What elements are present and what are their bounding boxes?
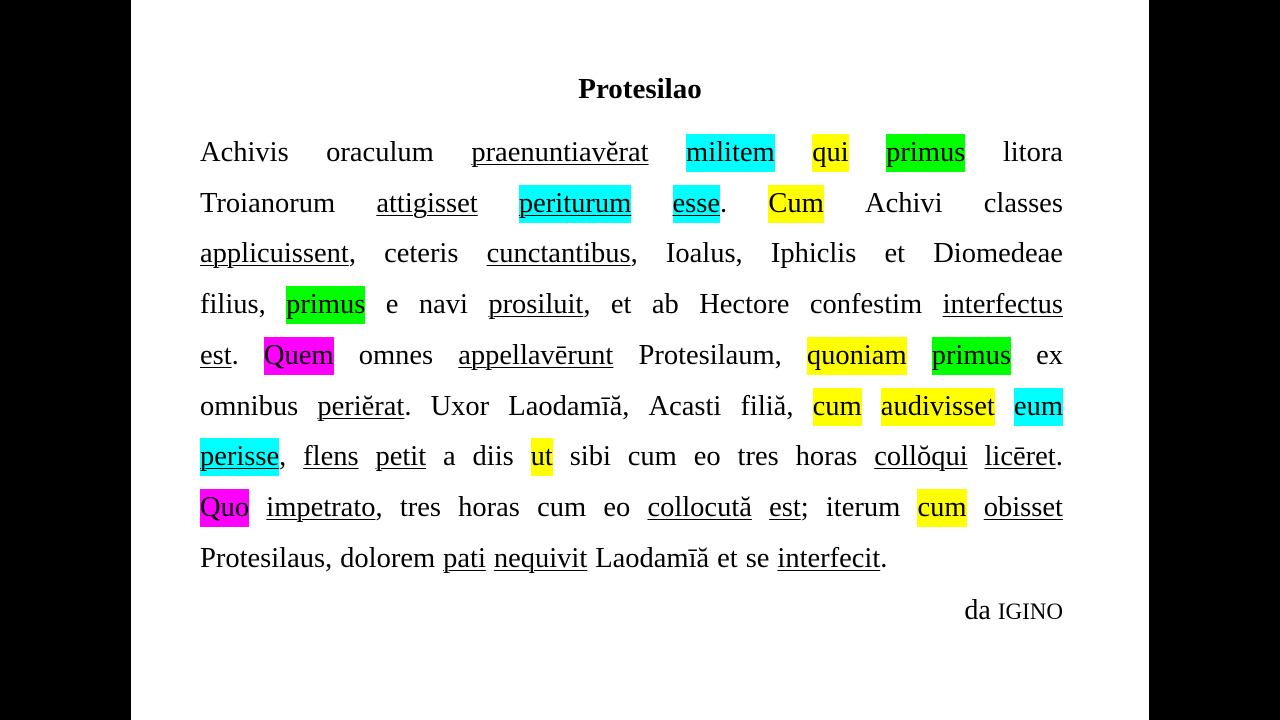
passage-line (200, 489, 1063, 531)
passage-word (943, 286, 1063, 324)
passage-word (769, 489, 809, 527)
passage-word (303, 438, 358, 476)
word: et (610, 289, 632, 321)
passage-word (628, 438, 677, 476)
passage-word (494, 540, 587, 578)
passage-word (531, 438, 553, 476)
passage-word (933, 235, 1063, 273)
passage-word (419, 286, 468, 324)
highlighted-word: primus (932, 337, 1011, 375)
passage-word (649, 388, 722, 426)
passage-word (666, 235, 743, 273)
passage-word (771, 235, 857, 273)
word: diis (472, 441, 514, 473)
passage-word (1014, 388, 1063, 426)
passage-word (458, 489, 520, 527)
word: classes (983, 187, 1063, 219)
word: ab (651, 289, 679, 321)
word: horas (458, 491, 520, 523)
underlined-word: est (200, 339, 232, 371)
passage-word (471, 134, 648, 172)
word: filiă, (740, 390, 794, 422)
word: filius, (200, 289, 266, 321)
underlined-word: licēret (984, 441, 1056, 473)
word: se (745, 542, 770, 574)
passage-word (200, 235, 356, 273)
word: ex (1036, 339, 1063, 371)
punctuation: ; (800, 491, 809, 523)
word: horas (795, 441, 858, 473)
passage-word (431, 388, 490, 426)
passage-line (200, 134, 1063, 176)
highlighted-word: eum (1014, 388, 1063, 426)
passage-word (932, 337, 1011, 375)
passage-word (777, 540, 887, 578)
passage-line (200, 235, 1063, 277)
word: litora (1002, 137, 1063, 168)
punctuation: . (719, 187, 728, 219)
passage-word (200, 286, 266, 324)
passage-word (595, 540, 709, 578)
underlined-word: interfecit (777, 542, 881, 574)
word: cum (537, 491, 587, 523)
attribution-prefix: da (964, 595, 991, 626)
punctuation: . (1055, 441, 1063, 473)
passage-word (487, 235, 638, 273)
passage-word (473, 438, 514, 476)
passage-word (611, 286, 632, 324)
passage-word (647, 489, 751, 527)
passage-word (200, 185, 335, 223)
word: Diomedeae (933, 238, 1063, 270)
passage-word (376, 185, 477, 223)
passage-word (384, 235, 458, 273)
passage-word (984, 489, 1063, 527)
word: Acasti (648, 390, 722, 422)
underlined-word: prosiluit (488, 289, 584, 321)
punctuation: . (880, 542, 888, 574)
passage-word (738, 438, 779, 476)
underlined-word: flens (303, 441, 359, 473)
word: tres (737, 441, 779, 473)
passage-word (570, 438, 611, 476)
passage-word (443, 438, 456, 476)
word: eo (693, 441, 721, 473)
passage-word (917, 489, 966, 527)
word: Hectore (699, 289, 790, 321)
passage-word (694, 438, 721, 476)
passage-word (603, 489, 630, 527)
highlighted-word: audivisset (881, 388, 995, 426)
passage-word (768, 185, 823, 223)
passage-word (200, 337, 239, 375)
passage-word (386, 286, 399, 324)
passage-word (812, 134, 848, 172)
word: tres (399, 491, 441, 523)
passage-word (200, 388, 298, 426)
passage-line (200, 337, 1063, 379)
passage-word (746, 540, 770, 578)
word: sibi (569, 441, 611, 473)
passage-word (813, 388, 862, 426)
passage-word (807, 337, 907, 375)
passage-word (326, 134, 434, 172)
highlighted-word: primus (886, 134, 965, 172)
word: iterum (825, 491, 901, 523)
underlined-word: praenuntiavĕrat (471, 137, 649, 168)
passage-line (200, 438, 1063, 480)
word: omnes (358, 339, 434, 371)
passage-word (200, 489, 249, 527)
word: oraculum (326, 137, 434, 168)
passage-word (865, 185, 943, 223)
highlighted-word: Cum (768, 185, 823, 223)
passage-line (200, 540, 1063, 582)
highlighted-word: Quo (200, 489, 249, 527)
passage-word (508, 388, 629, 426)
highlighted-word: Quem (264, 337, 334, 375)
punctuation: , (583, 289, 591, 321)
underlined-word: est (769, 491, 801, 523)
passage-word (359, 337, 433, 375)
underlined-word: collocută (647, 491, 752, 523)
passage-word (458, 337, 613, 375)
passage-word (264, 337, 334, 375)
page-title: Protesilao (578, 73, 702, 105)
word: Uxor (430, 390, 490, 422)
highlighted-word: quoniam (807, 337, 907, 375)
word: Achivis (200, 137, 289, 168)
underlined-word: impetrato (266, 491, 376, 523)
word: a (443, 441, 456, 473)
passage-line (200, 286, 1063, 328)
underlined-word: petit (375, 441, 427, 473)
passage-word (317, 388, 411, 426)
word: Troianorum (200, 187, 336, 219)
passage-word (1003, 134, 1063, 172)
passage-word (638, 337, 781, 375)
underlined-word: appellavērunt (458, 339, 614, 371)
word: Ioalus, (665, 238, 743, 270)
word: cum (627, 441, 677, 473)
word: omnibus (200, 390, 299, 422)
punctuation: . (404, 390, 412, 422)
punctuation: , (279, 441, 287, 473)
word: ceteris (384, 238, 459, 270)
passage-word (985, 438, 1063, 476)
passage-word (673, 185, 728, 223)
passage-word (984, 185, 1063, 223)
passage-word (200, 540, 332, 578)
highlighted-word: esse (673, 185, 720, 223)
passage-word (884, 235, 905, 273)
passage-line (200, 185, 1063, 227)
highlighted-word: cum (917, 489, 966, 527)
underlined-word: periĕrat (317, 390, 405, 422)
passage-word (881, 388, 995, 426)
underlined-word: attigisset (376, 187, 478, 219)
highlighted-word: cum (813, 388, 862, 426)
passage-word (200, 134, 289, 172)
word: et (717, 542, 738, 574)
punctuation: . (231, 339, 239, 371)
passage-word (826, 489, 900, 527)
word: et (884, 238, 906, 270)
passage-word (286, 286, 365, 324)
slide-page (131, 0, 1149, 720)
passage-word (810, 286, 922, 324)
passage-word (796, 438, 858, 476)
word: dolorem (340, 542, 436, 574)
underlined-word: obisset (983, 491, 1063, 523)
highlighted-word: primus (286, 286, 365, 324)
attribution (964, 592, 1063, 631)
punctuation: , (348, 238, 356, 270)
passage-word (699, 286, 789, 324)
highlighted-word: perisse (200, 438, 279, 476)
underlined-word: nequivit (493, 542, 588, 574)
word: Achivi (864, 187, 943, 219)
passage-word (400, 489, 441, 527)
word: eo (603, 491, 631, 523)
word: Protesilaus, (200, 542, 333, 574)
underlined-word: cunctantibus (486, 238, 631, 270)
word: navi (418, 289, 468, 321)
underlined-word: pati (443, 542, 486, 574)
attribution-author: IGINO (997, 599, 1063, 624)
passage-word (375, 438, 426, 476)
passage-word (537, 489, 586, 527)
passage-word (443, 540, 486, 578)
word: confestim (809, 289, 923, 321)
passage-word (874, 438, 967, 476)
underlined-word: collŏqui (874, 441, 968, 473)
passage-word (717, 540, 738, 578)
highlighted-word: periturum (519, 185, 631, 223)
word: e (385, 289, 399, 321)
word: Laodamīă, (508, 390, 630, 422)
passage-word (340, 540, 435, 578)
highlighted-word: militem (686, 134, 775, 172)
passage-word (1036, 337, 1063, 375)
passage-word (886, 134, 965, 172)
highlighted-word: ut (531, 438, 553, 476)
word: Laodamīă (595, 542, 710, 574)
highlighted-word: qui (812, 134, 848, 172)
passage-word (740, 388, 793, 426)
word: Iphiclis (770, 238, 857, 270)
underlined-word: applicuissent (200, 238, 349, 270)
word: Protesilaum, (638, 339, 782, 371)
passage-word (200, 438, 286, 476)
punctuation: , (630, 238, 638, 270)
punctuation: , (375, 491, 383, 523)
underlined-word: interfectus (942, 289, 1063, 321)
passage-word (686, 134, 775, 172)
passage-word (519, 185, 631, 223)
passage-word (488, 286, 590, 324)
passage-word (652, 286, 679, 324)
passage-line (200, 388, 1063, 430)
passage-word (266, 489, 382, 527)
